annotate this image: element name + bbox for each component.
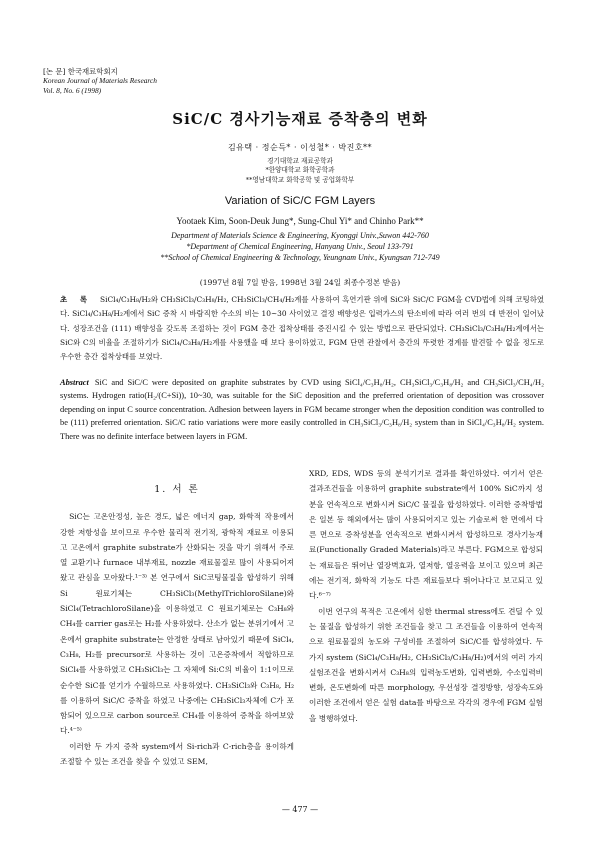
affiliation-en-1: Department of Materials Science & Engineering, Kyonggi Univ.,Suwon 442-760 [171,231,429,240]
received-dates: (1997년 8월 7일 받음, 1998년 3월 24일 최종수정본 받음) [199,278,401,287]
journal-volume: Vol. 8, No. 6 (1998) [43,85,102,95]
paper-title-english: Variation of SiC/C FGM Layers [224,195,376,207]
authors-korean: 김유택 · 정순득* · 이성철* · 박진호** [227,143,373,152]
body-paragraph: 이러한 두 가지 증착 system에서 Si-rich과 C-rich층을 용이하게 조절할 수 있는 조건을 찾을 수 있었고 SEM, [60,741,294,767]
journal-name-ko: [논 문] 한국재료학회지 [43,67,118,76]
page-number: — 477 — [281,805,319,814]
journal-name-en: Korean Journal of Materials Research [43,76,157,86]
affiliation-ko-3: **영남대학교 화학공학 및 공업화학부 [245,175,355,184]
affiliations-english [40,230,560,263]
abstract-english-text: SiC and SiC/C were deposited on graphite substrates by CVD using SiCl₄/C₃H₈/H₂, CH₃SiCl₃/C₃H₈/H₂ and CH₃SiCl₃/CH₄/H₂ systems. Hydrogen ratio(H₂/(C+Si)), 10~30, was suitable for the SiC deposition and the preferred orientation of deposition was crossover depending on input C source concentration. Adhesion between layers in FGM became stronger when the deposition condition was controlled to be (111) preferred orientation. SiC/C ratio variations were more easily controlled in CH₃SiCl₃/C₃H₈/H₂ system than in SiCl₄/C₃H₈/H₂ system. There was no definite interface between layers in FGM. [60,378,544,441]
affiliation-ko-2: *한양대학교 화학공학과 [265,166,335,175]
section-heading-introduction: 1. 서 론 [154,484,200,495]
affiliations-korean [40,157,560,185]
body-paragraph: XRD, EDS, WDS 등의 분석기기로 결과를 확인하였다. 여기서 얻은 결과조건들을 이용하여 graphite substrate에서 100% SiC까지 성분을 연속적으로 변화시켜 SiC/C 물질을 합성하였다. 이러한 증착방법은 일본 등 해외에서는 많이 사용되어지고 있는 기술로써 한 면에서 다른 면으로 증착성분을 연속적으로 변화시켜서 합성하므로 경사기능재료(Functionally Graded Materials)라고 부른다. FGM으로 합성되는 재료들은 뛰어난 열장벽효과, 열저항, 열응력을 보이고 있으며 최근에는 전기적, 화학적 기능도 다른 재료들보다 뛰어나다고 보고되고 있다.⁶⁻⁷⁾ [309,469,543,601]
affiliation-en-2: *Department of Chemical Engineering, Hanyang Univ., Seoul 133-791 [186,242,414,251]
abstract-english [60,376,544,443]
journal-header [43,67,157,95]
abstract-korean [60,293,544,364]
affiliation-ko-1: 경기대학교 재료공학과 [267,157,333,165]
body-column-right [309,466,543,726]
body-column-left [60,462,294,769]
abstract-korean-text: SiCl₄/C₃H₈/H₂와 CH₃SiCl₃/C₃H₈/H₂, CH₃SiCl₃/CH₄/H₂계를 사용하여 흑연기판 위에 SiC와 SiC/C FGM을 CVD법에 의해 코팅하였다. SiCl₄/C₃H₈/H₂계에서 SiC 증착 시 바람직한 수소의 비는 10~30 사이였고 결정 배향성은 입력가스의 탄소비에 따라 여러 번의 대 반전이 일어났다. 성장조건을 (111) 배향성을 갖도록 조절하는 것이 FGM 층간 접착상태를 증진시킬 수 있는 방법으로 판단되었다. CH₃SiCl₃/C₃H₈/H₂계에서는 SiC와 C의 비율을 조절하기가 SiCl₄/C₃H₈/H₂계를 사용했을 때 보다 용이하였고, FGM 단면 관찰에서 층간의 뚜렷한 경계를 발견할 수 없을 정도로 우수한 층간 접착상태를 보였다. [60,295,544,362]
affiliation-en-3: **School of Chemical Engineering & Technology, Yeungnam Univ., Kyungsan 712-749 [160,253,440,262]
authors-english: Yootaek Kim, Soon-Deuk Jung*, Sung-Chul Yi* and Chinho Park** [176,216,424,226]
paper-title-korean: SiC/C 경사기능재료 증착층의 변화 [172,110,428,128]
body-paragraph: 이번 연구의 목적은 고온에서 심한 thermal stress에도 견딜 수 있는 물질을 합성하기 위한 조건들을 찾고 그 조건들을 이용하여 연속적으로 원료물질의 농도와 구성비를 조절하여 SiC/C를 합성하였다. 두 가지 system (SiCl₄/C₃H₈/H₂, CH₃SiCl₃/C₃H₈/H₂)에서의 여러 가지 실험조건을 변화시켜서 C₃H₈의 입력농도변화, 입력변화, 수소입력비 변화, 온도변화에 따른 morphology, 우선성장 결정방향, 성장속도와 이러한 조건에서 얻은 실험 data를 바탕으로 각각의 경우에 FGM 실험을 병행하였다. [309,606,543,723]
body-paragraph: SiC는 고온안정성, 높은 경도, 넓은 에너지 gap, 화학적 작용에서 강한 저항성을 보이므로 우수한 물리적 전기적, 광학적 재료로 이용되고 고온에서 graphite substrate가 산화되는 것을 막기 위해서 주로 열 교환기나 furnace 내부재료, nozzle 재료물질로 많이 사용되어져 왔고 관심을 모아왔다.¹⁻³⁾ 본 연구에서 SiC코팅물질을 합성하기 위해 Si 원료기체는 CH₃SiCl₃(MethylTrichloroSilane)와 SiCl₄(TetrachloroSilane)을 이용하였고 C 원료기체로는 C₃H₈와 CH₄를 carrier gas로는 H₂를 사용하였다. 산소가 없는 분위기에서 고온에서 graphite substrate는 안정한 상태로 남아있기 때문에 SiCl₄, C₃H₈, H₂를 precursor로 사용하는 것이 고온증착에서 적합하므로 SiCl₄를 사용하였고 CH₃SiCl₃는 그 자체에 Si:C의 비율이 1:1이므로 순수한 SiC를 얻기가 수월하므로 사용하였다. CH₃SiCl₃와 C₃H₈, H₂를 이용하여 SiC/C 증착을 하였고 나중에는 CH₃SiCl₃자체에 C가 포함되어 있으므로 carbon source로 CH₄를 이용하여 증착을 하여보았다.⁴⁻⁵⁾ [60,512,294,736]
abstract-korean-label: 초 록 [60,295,93,304]
abstract-english-label: Abstract [60,378,89,387]
